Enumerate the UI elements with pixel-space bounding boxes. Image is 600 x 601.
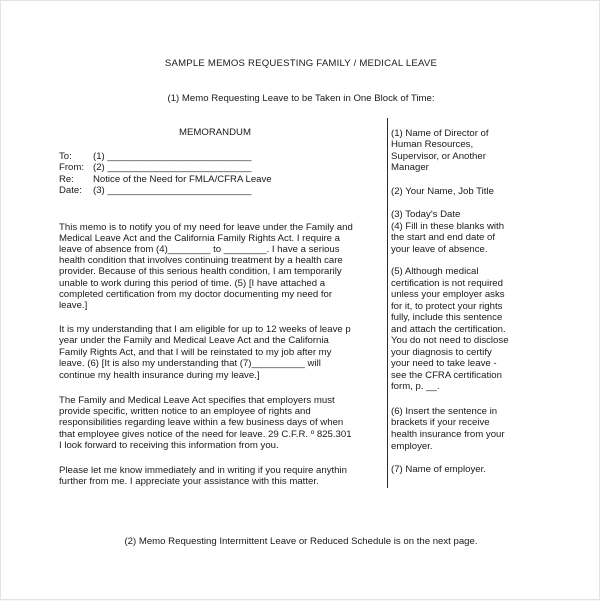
paragraph-1-line: unable to work during this period of time. (5) [I have attached a	[59, 278, 326, 289]
memo-body	[59, 1, 385, 601]
note-line: for it, to protect your rights	[391, 301, 503, 312]
paragraph-4-line: Please let me know immediately and in writing if you require anythin	[59, 465, 347, 476]
note-line: health insurance from your	[391, 429, 505, 440]
note-line: Manager	[391, 162, 429, 173]
note-line: brackets if your receive	[391, 417, 490, 428]
paragraph-3-line: responsibilities regarding leave within a few business days of when	[59, 417, 344, 428]
paragraph-2-line: year under the Family and Medical Leave Act and the California	[59, 335, 329, 346]
note-line: see the CFRA certification	[391, 370, 502, 381]
header-field-to: To: (1) ___________________________	[59, 151, 252, 162]
note-line: form, p. __.	[391, 381, 440, 392]
note-line: (5) Although medical	[391, 266, 479, 277]
note-line: your diagnosis to certify	[391, 347, 492, 358]
column-divider	[387, 118, 388, 488]
note-line: (4) Fill in these blanks with	[391, 221, 505, 232]
paragraph-2-line: continue my health insurance during my leave.]	[59, 370, 260, 381]
header-field-re: Re: Notice of the Need for FMLA/CFRA Leave	[59, 174, 272, 185]
section-subtitle: (1) Memo Requesting Leave to be Taken in One Block of Time:	[167, 93, 435, 104]
note-line: and attach the certification.	[391, 324, 506, 335]
paragraph-2-line: Family Rights Act, and that I will be reinstated to my job after my	[59, 347, 332, 358]
note-line: Supervisor, or Another	[391, 151, 486, 162]
paragraph-3-line: that employee gives notice of the need for leave. 29 C.F.R. º 825.301	[59, 429, 352, 440]
paragraph-2-line: leave. (6) [It is also my understanding that (7)__________ will	[59, 358, 321, 369]
note-line: Human Resources,	[391, 139, 474, 150]
paragraph-3-line: provide specific, written notice to an employee of rights and	[59, 406, 311, 417]
note-line: employer.	[391, 441, 433, 452]
note-line: unless your employer asks	[391, 289, 505, 300]
note-line: (7) Name of employer.	[391, 464, 486, 475]
paragraph-1-line: leave.]	[59, 300, 88, 311]
memo-heading: MEMORANDUM	[179, 127, 251, 138]
instructions-column	[391, 1, 591, 601]
note-line: fully, include this sentence	[391, 312, 503, 323]
paragraph-1-line: leave of absence from (4)________ to ________. I have a serious	[59, 244, 340, 255]
paragraph-1-line: health condition that involves continuing treatment by a health care	[59, 255, 343, 266]
header-field-date: Date: (3) ___________________________	[59, 185, 252, 196]
note-line: (2) Your Name, Job Title	[391, 186, 494, 197]
paragraph-1-line: completed certification from my doctor documenting my need for	[59, 289, 333, 300]
paragraph-2-line: It is my understanding that I am eligible for up to 12 weeks of leave p	[59, 324, 351, 335]
note-line: your need to take leave -	[391, 358, 497, 369]
note-line: (1) Name of Director of	[391, 128, 489, 139]
note-line: (6) Insert the sentence in	[391, 406, 498, 417]
note-line: your leave of absence.	[391, 244, 488, 255]
paragraph-1-line: Medical Leave Act and the California Family Rights Act. I require a	[59, 233, 341, 244]
note-line: You do not need to disclose	[391, 335, 509, 346]
paragraph-4-line: further from me. I appreciate your assistance with this matter.	[59, 476, 319, 487]
note-line: (3) Today's Date	[391, 209, 461, 220]
paragraph-1-line: This memo is to notify you of my need for leave under the Family and	[59, 222, 353, 233]
note-line: certification is not required	[391, 278, 503, 289]
paragraph-3-line: I look forward to receiving this information from you.	[59, 440, 279, 451]
header-field-from: From: (2) ___________________________	[59, 162, 252, 173]
paragraph-3-line: The Family and Medical Leave Act specifies that employers must	[59, 395, 335, 406]
page-title: SAMPLE MEMOS REQUESTING FAMILY / MEDICAL LEAVE	[164, 58, 438, 69]
footer-note: (2) Memo Requesting Intermittent Leave or Reduced Schedule is on the next page.	[124, 536, 478, 547]
paragraph-1-line: provider. Because of this serious health condition, I am temporarily	[59, 266, 342, 277]
note-line: the start and end date of	[391, 232, 496, 243]
